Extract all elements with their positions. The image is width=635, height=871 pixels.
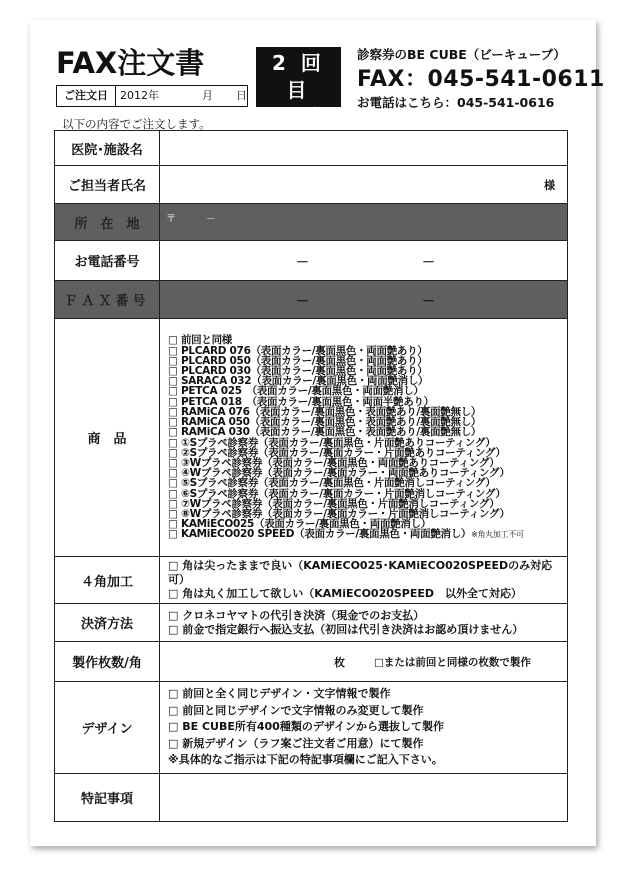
corner-options (160, 557, 568, 604)
option-item[interactable]: □ 前回と同じデザインで文字情報のみ変更して製作 (168, 703, 424, 717)
quantity-same-option[interactable]: □または前回と同様の枚数で製作 (374, 656, 531, 668)
option-item[interactable]: □ 新規デザイン（ラフ案ご注文者ご用意）にて製作 (168, 736, 424, 750)
person-field[interactable] (160, 166, 568, 204)
product-label: 商 品 (55, 319, 160, 557)
option-item[interactable]: □ 前回と同様 (168, 334, 232, 347)
option-item[interactable]: □ ⑥Sプラペ診察券（表面カラー/裏面カラー・片面艶消しコーティング） (168, 487, 506, 500)
design-row (55, 682, 568, 774)
order-date-label: ご注文日 (57, 86, 116, 106)
option-item[interactable]: □ ③Wプラペ診察券（表面カラー/裏面黒色・両面艶ありコーティング） (168, 456, 500, 469)
option-item[interactable]: □ PETCA 025 （表面カラー/裏面黒色・両面艶消し） (168, 385, 424, 398)
clinic-field[interactable] (160, 131, 568, 166)
option-item[interactable]: □ KAMiECO025（表面カラー/裏面黒色・両面艶消し） (168, 518, 431, 531)
payment-list (160, 607, 567, 639)
fax-label: ＦＡＸ番号 (55, 281, 160, 319)
payment-row (55, 604, 568, 642)
phone-field[interactable] (160, 241, 568, 281)
option-item[interactable]: □ PLCARD 076（表面カラー/裏面黒色・両面艶あり） (168, 344, 428, 357)
intro-text: 以下の内容でご注文します。 (62, 117, 211, 131)
option-item[interactable]: □ BE CUBE所有400種類のデザインから選抜して製作 (168, 720, 445, 734)
fax-row (55, 281, 568, 319)
fax-dash-1: － (296, 294, 310, 309)
order-date-box (56, 85, 248, 107)
design-label: デザイン (55, 682, 160, 774)
fax-field[interactable] (160, 281, 568, 319)
quantity-field[interactable] (160, 642, 568, 682)
order-form-table (54, 130, 568, 822)
option-item[interactable]: □ ④Wプラペ診察券（表面カラー/裏面カラー・両面艶ありコーティング） (168, 467, 510, 480)
order-date-year[interactable]: 2012年 (120, 89, 159, 102)
notes-row (55, 774, 568, 822)
phone-row (55, 241, 568, 281)
notes-field[interactable] (160, 774, 568, 822)
option-item[interactable]: □ 前回と全く同じデザイン・文字情報で製作 (168, 687, 391, 701)
fax-number: FAX：045-541-0611 (357, 67, 605, 92)
option-item[interactable]: □ ②Sプラペ診察券（表面カラー/裏面カラー・片面艶ありコーティング） (168, 446, 506, 459)
payment-options (160, 604, 568, 642)
clinic-label: 医院･施設名 (55, 131, 160, 166)
badge-line-2: 以 降 用 (269, 105, 328, 156)
form-title: FAX注文書 (56, 46, 205, 80)
option-item[interactable]: □ RAMiCA 030（表面カラー/裏面黒色・表面艶あり/裏面艶無し） (168, 426, 482, 439)
badge-line-1: 2 回 目 (272, 51, 325, 102)
phone-number: お電話はこちら：045-541-0616 (357, 95, 555, 110)
option-item[interactable]: □ PLCARD 050（表面カラー/裏面黒色・両面艶あり） (168, 354, 428, 367)
option-item[interactable]: □ 角は丸く加工して欲しい（KAMiECO020SPEED 以外全て対応） (168, 587, 523, 600)
quantity-unit: 枚 (334, 655, 345, 669)
option-item[interactable]: □ RAMiCA 076（表面カラー/裏面黒色・表面艶あり/裏面艶無し） (168, 405, 482, 418)
order-date-day[interactable]: 日 (236, 89, 247, 102)
quantity-label: 製作枚数/角 (55, 642, 160, 682)
product-list (160, 332, 567, 542)
postal-mark: 〒 － (166, 214, 216, 225)
option-item[interactable]: □ PLCARD 030（表面カラー/裏面黒色・両面艶あり） (168, 365, 428, 378)
address-field[interactable] (160, 204, 568, 241)
phone-dash-1: － (296, 255, 310, 270)
product-row (55, 319, 568, 557)
address-label: 所 在 地 (55, 204, 160, 241)
corner-label: ４角加工 (55, 557, 160, 604)
design-list (160, 682, 567, 773)
fax-dash-2: － (422, 294, 436, 309)
corner-list (160, 557, 567, 603)
phone-label: お電話番号 (55, 241, 160, 281)
option-item[interactable]: □ 前金で指定銀行へ振込支払（初回は代引き決済はお認め頂けません） (168, 622, 524, 636)
option-item[interactable]: □ クロネコヤマトの代引き決済（現金でのお支払） (168, 608, 425, 622)
person-suffix: 様 (544, 178, 555, 192)
option-item[interactable]: □ ①Sプラペ診察券（表面カラー/裏面黒色・片面艶ありコーティング） (168, 436, 496, 449)
phone-dash-2: － (422, 255, 436, 270)
repeat-order-badge (256, 47, 341, 156)
product-options (160, 319, 568, 557)
option-item[interactable]: □ ⑤Sプラペ診察券（表面カラー/裏面黒色・片面艶消しコーティング） (168, 477, 496, 490)
option-item[interactable]: □ ⑧Wプラペ診察券（表面カラー/裏面カラー・片面艶消しコーティング） (168, 507, 510, 520)
option-item[interactable]: ※具体的なご指示は下記の特記事項欄にご記入下さい。 (168, 753, 443, 767)
clinic-row (55, 131, 568, 166)
option-item[interactable]: □ SARACA 032（表面カラー/裏面黒色・両面艶消し） (168, 375, 429, 388)
option-item[interactable]: □ 角は尖ったままで良い（KAMiECO025･KAMiECO020SPEEDのみ対応可） (168, 559, 553, 586)
notes-label: 特記事項 (55, 774, 160, 822)
company-name: 診察券のBE CUBE（ビーキューブ） (357, 47, 566, 62)
order-date-month[interactable]: 月 (202, 89, 213, 102)
payment-label: 決済方法 (55, 604, 160, 642)
option-item[interactable]: □ PETCA 018 （表面カラー/裏面黒色・両面半艶あり） (168, 395, 434, 408)
option-item[interactable]: □ ⑦Wプラペ診察券（表面カラー/裏面黒色・片面艶消しコーティング） (168, 497, 500, 510)
design-options (160, 682, 568, 774)
corner-row (55, 557, 568, 604)
quantity-row (55, 642, 568, 682)
option-item[interactable]: □ RAMiCA 050（表面カラー/裏面黒色・表面艶あり/裏面艶無し） (168, 416, 482, 429)
person-label: ご担当者氏名 (55, 166, 160, 204)
option-item[interactable]: □ KAMiECO020 SPEED（表面カラー/裏面黒色・両面艶消し）※角丸加工不可 (168, 528, 524, 541)
product-note: ※角丸加工不可 (471, 530, 524, 540)
person-row (55, 166, 568, 204)
address-row (55, 204, 568, 241)
